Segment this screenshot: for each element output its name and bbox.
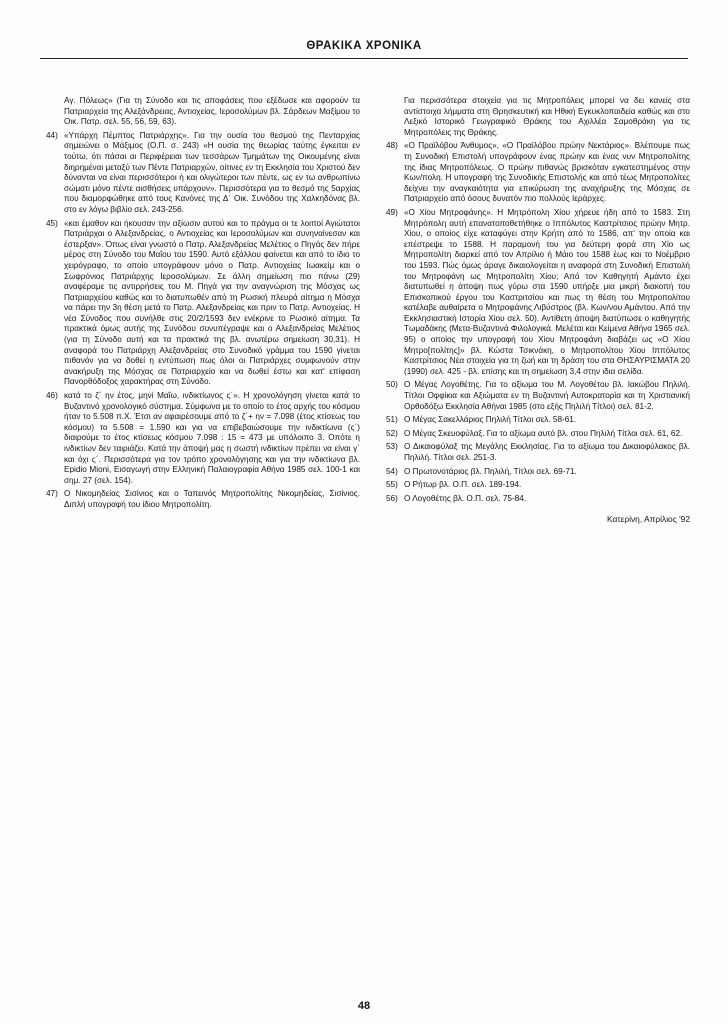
footnote-text: Ο Δικαιοφύλαξ της Μεγάλης Εκκλησίας. Για το αξίωμα του Δικαιοφύλακος βλ. Πηλιλή. Τίτλοι σελ. 251-3. xyxy=(404,442,690,462)
footnote-text: «Ο Χίου Μητροφάνης». Η Μητρόπολη Χίου χήρευε ήδη από το 1583. Στη Μητρόπολη αυτή επανατοποθετήθηκε ο Ιππόλυτος Καστρίτσιος πρώην Μητρ. Χίου, ο οποίος είχε καταφύγει στην Κρήτη από το 1586, απ' την οποία και επέστρεψε το 1588. Η παραμονή του για δεύτερη φορά στη Χίο ως Μητροπολίτη διαρκεί από τον Απρίλιο ή Μάιο του 1588 έως και το Νοέμβριο του 1593. Πώς όμως άραγε δικαιολογείται η αναφορά στη Συνοδική Επιστολή του Μητροφάνη ως Μητροπολίτη Χίου; Από τον Καθηγητή Αμάντο έχει διατυπωθεί η άποψη πως γύρω στα 1590 υπήρξε μια μικρή διακοπή του Επισκοπικού έργου του Καστριτσίου και πως τη θέση του Μητροπολίτου κατέλαβε αυθαίρετα ο Μητροφάνης Λιβύστρος (βλ. Κων/νου Αμάντου. Από την Εκκλησιαστική Ιστορία Χίου σελ. 50). Αντίθετη άποψη διατύπωσε ο καθηγητής Τωμαδάκης (Μετα-Βυζαντινά Φιλολογικά. Μελέται και Κείμενα Αθήνα 1965 σελ. 95) ο οποίος την υπογραφή του Χίου Μητροφάνη διαβάζει ως «Ο Χίου Μητρο[πολίτης]» βλ. Κώστα Τσικνάκη, ο Μητροπολίτου Χίου Ιππόλυτος Καστρίτσιος Νέα στοιχεία για τη ζωή και τη δράση του στα ΘΗΣΑΥΡΙΣΜΑΤΑ 20 (1990) σελ. 425 - βλ. επίσης και τη σημείωση 3,4 στην ιδια σελίδα. xyxy=(404,207,690,376)
footnote-46 xyxy=(46,391,360,486)
footnote-48 xyxy=(386,141,690,205)
footnote-number: 53) xyxy=(386,442,398,452)
footnote-54 xyxy=(386,467,690,478)
footnote-52 xyxy=(386,429,690,440)
footnote-number: 55) xyxy=(386,480,398,490)
footnote-continuation xyxy=(386,96,690,138)
footnote-44 xyxy=(46,131,360,216)
footnote-47 xyxy=(46,489,360,510)
footnote-text: «Ο Πραϊλόβου Άνθυμος», «Ο Πραϊλόβου πρώην Νεκτάριος». Βλέπουμε πως τη Συνοδική Επιστολή υπογράφουν ένας πρώην και ένας νυν Μητροπολίτης της ίδιας Μητροπόλεως. Ο πρώην πιθανώς βρισκόταν εγκατεστημένος στην Κων/πολη. Η υπογραφή της Συνοδικής Επιστολής και από τέως Μητροπολίτες δείχνει την αναγκαιότητα για επικύρωση της αναχήρυξης της Μόσχας σε Πατριαρχείο από όσους δυνατόν πιο πολλούς Ιεράρχες. xyxy=(404,141,690,204)
footnote-text: κατά το ζ΄ ην έτος, μηνί Μαΐω, ινδικτίωνος ς΄». Η χρονολόγηση γίνεται κατά το Βυζαντινό χρονολογικό σύστημα. Σύμφωνα με το οποίο το έτος αρχής του κόσμου ήταν το 5.508 π.Χ. Έτσι αν αφαιρέσουμε από το ζ΄+ ην = 7.098 (έτος κτίσεως του κόσμου) το 5.508 = 1.590 και για να επιβεβαιώσουμε την ινδικτίωνα (ς΄) διαιρούμε το έτος κτίσεως κόσμου 7.098 : 15 = 473 με υπόλοιπο 3. Οπότε η ινδικτίων δεν ταιριάζει. Κατά την άποψή μας η σωστή ινδικτίων πρέπει να είναι γ΄ και όχι ς΄. Περισσότερα για τον τρόπο χρονολόγησης και για την ινδικτίωνα βλ. Epidio Mioni, Εισαγωγή στην Ελληνική Παλαιογραφία Αθήνα 1985 σελ. 100-1 και σημ. 27 (σελ. 154). xyxy=(64,391,360,485)
left-column xyxy=(46,96,360,514)
footnote-number: 51) xyxy=(386,415,398,425)
footnote-50 xyxy=(386,380,690,412)
footnote-number: 48) xyxy=(386,141,398,151)
footnote-number: 47) xyxy=(46,489,58,499)
footnote-number: 46) xyxy=(46,391,58,401)
footnote-text: Ο Μέγας Λογοθέτης. Για το αξίωμα του Μ. Λογοθέτου βλ. Ιακώβου Πηλιλή. Τίτλοι Οφφίκια και Αξιώματα εν τη Βυζαντινή Αυτοκρατορία και τη Χριστιανική Ορθοδόξω Εκκλησία Αθήναι 1985 (στο εξής Πηλιλή Τίτλοι) σελ. 81-2. xyxy=(404,380,690,411)
footnote-text: Ο Μέγας Σκευοφύλαξ. Για το αξίωμα αυτό βλ. στου Πηλιλή Τίτλοι σελ. 61, 62. xyxy=(404,428,683,438)
footnote-55 xyxy=(386,480,690,491)
footnote-49 xyxy=(386,208,690,378)
running-header: ΘΡΑΚΙΚΑ ΧΡΟΝΙΚΑ xyxy=(306,40,422,52)
footnote-number: 49) xyxy=(386,207,398,217)
footnote-text: Αγ. Πόλεως» (Για τη Σύνοδο και τις αποφάσεις που εξέδωσε και αφορούν τα Πατριαρχεία της Αλεξάνδρειας, Αντιοχείας, Ιεροσολύμων βλ. Σάρδεων Μαξίμου το Οικ. Πατρ. σελ. 55, 56, 59, 63). xyxy=(64,96,360,127)
footnote-56 xyxy=(386,494,690,505)
right-column xyxy=(386,96,690,525)
footnote-number: 56) xyxy=(386,493,398,503)
footnote-text: Ο Νικομηδείας Σισίνιος και ο Ταπεινός Μητροπολίτης Νικομηδείας, Σισίνιος. Διπλή υπογραφή του ίδιου Μητροπολίτη. xyxy=(64,489,360,509)
footnote-text: «και έμαθον και ήκουσαν την αξίωσιν αυτού και το πράγμα οι τε λοιποί Αγιώτατοι Πατριάρχαι ο Αλεξανδρείας, ο Αντιοχείας και Ιεροσολύμων και συνηναίνεσαν και έστερξαν». Όπως είναι γνωστό ο Πατρ. Αλεξανδρείας Μελέτιος ο Πηγάς δεν πήρε μέρος στη Σύνοδο του Μαΐου του 1590. Αυτό εξάλλου φαίνεται και από το ίδιο το χειρόγραφο, το οποίο υπογράφουν μόνο ο Πατρ. Αντιοχείας Ιωακείμ και ο Σωφρόνιος Πατριάρχης Ιεροσολύμων. Σε άλλη σημείωση πιο πάνω (29) αναφέραμε τις αντιρρήσεις του Μ. Πηγά για την αναγνώριση της Μόσχας ως Πατριαρχείου καθώς και το διατυπωθέν από τη Ρωσική πλευρά αίτημα η Μόσχα να πάρει την 3η θέση μετά το Πατρ. Αλεξανδρείας και πριν το Πατρ. Αντιοχείας. Η νέα Σύνοδος που συνήλθε στις 20/2/1593 δεν ενέκρινε το Ρωσικό αίτημα. Τα πρακτικά όμως αυτής της Συνόδου συνυπέγραψε και ο Αλεξανδρείας Μελέτιος (για τη Σύνοδο αυτή και τα πρακτικά της βλ. ανωτέρω σημείωση 30,31). Η αναφορά του Πατριάρχη Αλεξανδρείας στο Συνοδικό γράμμα του 1590 γίνεται πιθανόν για να δοθεί η εντύπωση πως όλοι οι Πατριάρχες συμφωνούν στην ανακήρυξη της Μόσχας σε Πατριαρχείο και να δωθεί έστω και κατ' επίφαση Πανορθόδοξος χαρακτήρας στη Σύνοδο. xyxy=(64,218,360,387)
header-rule xyxy=(40,58,688,59)
footnote-text: Ο Λογοθέτης βλ. Ο.Π. σελ. 75-84. xyxy=(404,493,527,503)
footnote-number: 45) xyxy=(46,218,58,228)
footnote-text: Ο Μέγας Σακελλάριος Πηλιλή Τίτλοι σελ. 58-61. xyxy=(404,415,577,425)
footnote-text: «Υπάρχη Πέμπτος Πατριάρχης». Για την ουσία του θεσμού της Πενταρχίας σημειώνει ο Μάξιμος (Ο.Π. σ. 243) «Η ουσία της θεωρίας ταύτης έγκειται εν τούτω, ότι πάσαι αι Περιφέρειαι των τεσσάρων Τμημάτων της Οικουμένης είναι διηρημέναι μεταξύ των Πέντε Πατριαρχών, οίτινες εν τη Εκκλησία του Χριστού δεν δύνανται να είναι περισσότεροι ή και ολιγώτεροι των πέντε, ως εν τω ανθρωπίνω σώματι μόνο πέντε αισθήσεις υπάρχουν». Περισσότερα για το θεσμό της 5αρχίας που διαμορφώθηκε από τους Κανόνες της Δ΄ Οικ. Συνόδου της Χαλκηδόνας βλ. στο εν λόγω βιβλίο σελ. 243-256. xyxy=(64,130,360,214)
footnote-number: 52) xyxy=(386,428,398,438)
footnote-51 xyxy=(386,415,690,426)
footnote-45 xyxy=(46,219,360,389)
footnote-number: 54) xyxy=(386,466,398,476)
footnote-53 xyxy=(386,442,690,463)
footnote-text: Ο Πρωτονοτάριος βλ. Πηλιλή, Τίτλοι σελ. 69-71. xyxy=(404,466,577,476)
page-number: 48 xyxy=(357,1000,371,1012)
footnote-number: 50) xyxy=(386,380,398,390)
footnote-text: Για περισσότερα στοιχεία για τις Μητροπόλεις μπορεί να δει κανείς στα αντίστοιχα λήμματα στη Θρησκευτική και Ηθική Εγκυκλοπαιδεία καθώς και στο Λεξικό Ιστορικό Γεωγραφικό Θράκης του Αχιλλέα Σαμοθράκη για τις Μητροπόλεις της Θράκης. xyxy=(404,96,690,137)
footnote-continuation xyxy=(46,96,360,128)
place-date-signature: Κατερίνη, Απρίλιος '92 xyxy=(606,514,690,525)
footnote-number: 44) xyxy=(46,130,58,140)
footnote-text: Ο Ρήτωρ βλ. Ο.Π. σελ. 189-194. xyxy=(404,480,522,490)
